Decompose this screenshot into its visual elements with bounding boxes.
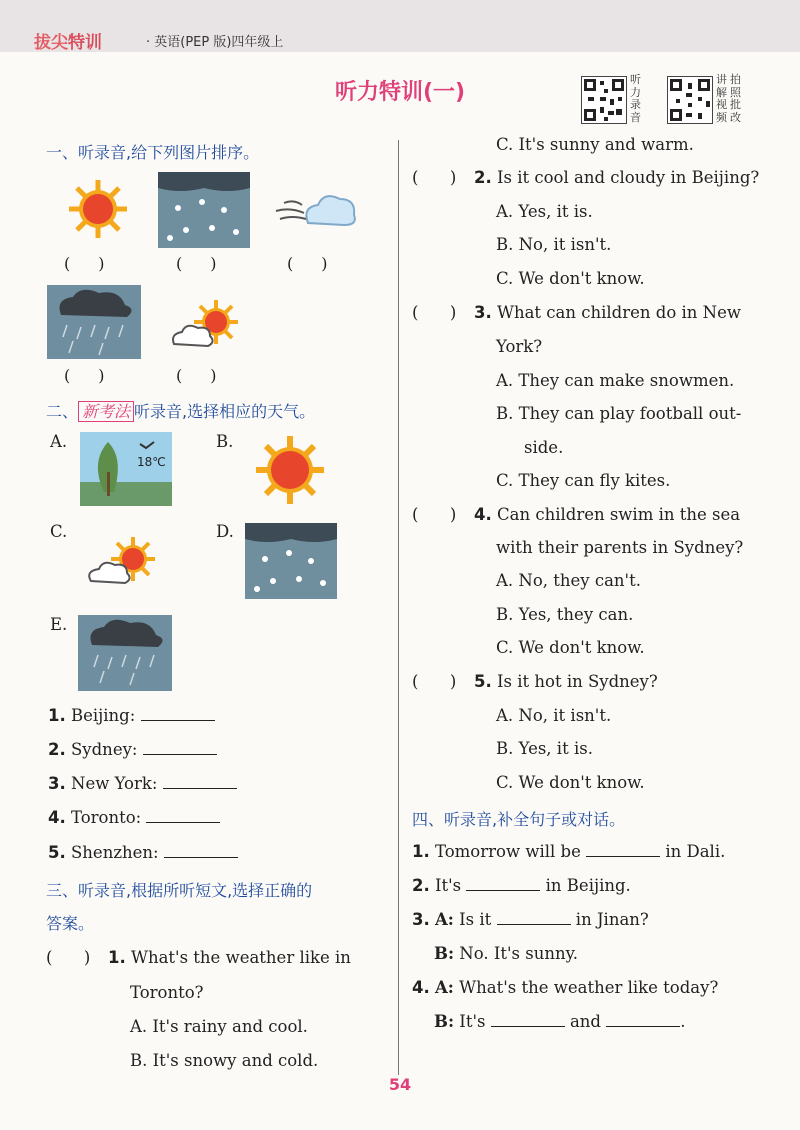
option-c: C. We don't know. — [496, 638, 645, 657]
snowy-icon — [158, 172, 250, 248]
column-divider — [398, 140, 399, 1075]
answer-paren[interactable]: ( ) — [412, 303, 457, 322]
option-c: C. We don't know. — [496, 269, 645, 288]
answer-paren[interactable]: ( ) — [412, 505, 457, 524]
question-5: 5. Is it hot in Sydney? — [474, 672, 658, 691]
sunny-icon — [254, 434, 326, 506]
option-b: B. No, it isn't. — [496, 235, 612, 254]
answer-slot[interactable]: () — [176, 254, 245, 273]
section-3-heading: 三、听录音,根据所听短文,选择正确的 — [46, 881, 313, 900]
option-label: B. — [216, 432, 234, 451]
brand-logo: 拔尖特训 — [34, 33, 102, 53]
section-3-heading-cont: 答案。 — [46, 914, 95, 933]
question-4: 4. Can children swim in the sea — [474, 505, 741, 524]
fill-sentence-1: 1. Tomorrow will be in Dali. — [412, 842, 726, 861]
page-number: 54 — [388, 1075, 412, 1094]
answer-paren[interactable]: ( ) — [412, 168, 457, 187]
answer-blank[interactable] — [491, 1012, 565, 1027]
city-row: 4. Toronto: — [48, 808, 220, 827]
option-label: A. — [50, 432, 68, 451]
page-title: 听力特训(一) — [334, 80, 466, 105]
qr-code-icon[interactable] — [581, 76, 627, 124]
fill-dialogue-4b: B: It's and . — [434, 1012, 686, 1031]
answer-blank[interactable] — [497, 910, 571, 925]
option-c: C. It's sunny and warm. — [496, 135, 694, 154]
option-a: A. They can make snowmen. — [496, 371, 735, 390]
answer-paren[interactable]: ( ) — [412, 672, 457, 691]
question-4-cont: with their parents in Sydney? — [496, 538, 744, 557]
option-b: B. Yes, they can. — [496, 605, 634, 624]
rainy-icon — [78, 615, 172, 691]
snowy-icon — [245, 523, 337, 599]
option-a: A. No, it isn't. — [496, 706, 612, 725]
city-row: 5. Shenzhen: — [48, 843, 238, 862]
temperature-label: 18℃ — [137, 455, 166, 469]
partly-cloudy-icon — [85, 535, 161, 585]
windy-icon — [272, 185, 360, 235]
answer-slot[interactable]: () — [287, 254, 356, 273]
book-info: · 英语(PEP 版)四年级上 — [146, 35, 284, 50]
answer-blank[interactable] — [163, 774, 237, 789]
section-2-heading: 二、 新考法 听录音,选择相应的天气。 — [46, 402, 316, 421]
answer-blank[interactable] — [466, 876, 540, 891]
question-2: 2. Is it cool and cloudy in Beijing? — [474, 168, 760, 187]
answer-blank[interactable] — [586, 842, 660, 857]
option-label: E. — [50, 615, 68, 634]
option-a: A. It's rainy and cool. — [130, 1017, 308, 1036]
qr-label-video: 讲解视频 — [716, 73, 727, 124]
city-row: 2. Sydney: — [48, 740, 217, 759]
answer-blank[interactable] — [146, 808, 220, 823]
question-3: 3. What can children do in New — [474, 303, 741, 322]
city-row: 1. Beijing: — [48, 706, 215, 725]
question-3-cont: York? — [496, 337, 543, 356]
partly-cloudy-icon — [170, 298, 244, 350]
option-c: C. We don't know. — [496, 773, 645, 792]
question-1-cont: Toronto? — [130, 983, 204, 1002]
option-a: A. Yes, it is. — [496, 202, 593, 221]
qr-label-listen: 听力录音 — [630, 73, 641, 124]
qr-code-icon[interactable] — [667, 76, 713, 124]
answer-slot[interactable]: () — [64, 254, 133, 273]
fill-dialogue-3a: 3. A: Is it in Jinan? — [412, 910, 649, 929]
answer-paren[interactable]: ( ) — [46, 948, 91, 967]
qr-label-grade: 拍照批改 — [730, 73, 741, 124]
option-b: B. It's snowy and cold. — [130, 1051, 319, 1070]
option-c: C. They can fly kites. — [496, 471, 671, 490]
option-b: B. They can play football out- — [496, 404, 742, 423]
fill-sentence-2: 2. It's in Beijing. — [412, 876, 631, 895]
section-1-heading: 一、听录音,给下列图片排序。 — [46, 143, 260, 162]
top-banner — [0, 0, 800, 52]
rainy-icon — [47, 285, 141, 359]
answer-blank[interactable] — [143, 740, 217, 755]
section-4-heading: 四、听录音,补全句子或对话。 — [412, 810, 626, 829]
question-1: 1. What's the weather like in — [108, 948, 351, 967]
option-label: D. — [216, 522, 234, 541]
fill-dialogue-3b: B: No. It's sunny. — [434, 944, 578, 963]
answer-slot[interactable]: () — [176, 366, 245, 385]
answer-blank[interactable] — [606, 1012, 680, 1027]
sunny-icon — [67, 178, 129, 240]
answer-blank[interactable] — [164, 843, 238, 858]
option-label: C. — [50, 522, 68, 541]
warm-park-icon — [80, 432, 172, 506]
fill-dialogue-4a: 4. A: What's the weather like today? — [412, 978, 719, 997]
answer-blank[interactable] — [141, 706, 215, 721]
answer-slot[interactable]: () — [64, 366, 133, 385]
option-b: B. Yes, it is. — [496, 739, 593, 758]
option-a: A. No, they can't. — [496, 571, 641, 590]
option-b-cont: side. — [524, 438, 564, 457]
city-row: 3. New York: — [48, 774, 237, 793]
